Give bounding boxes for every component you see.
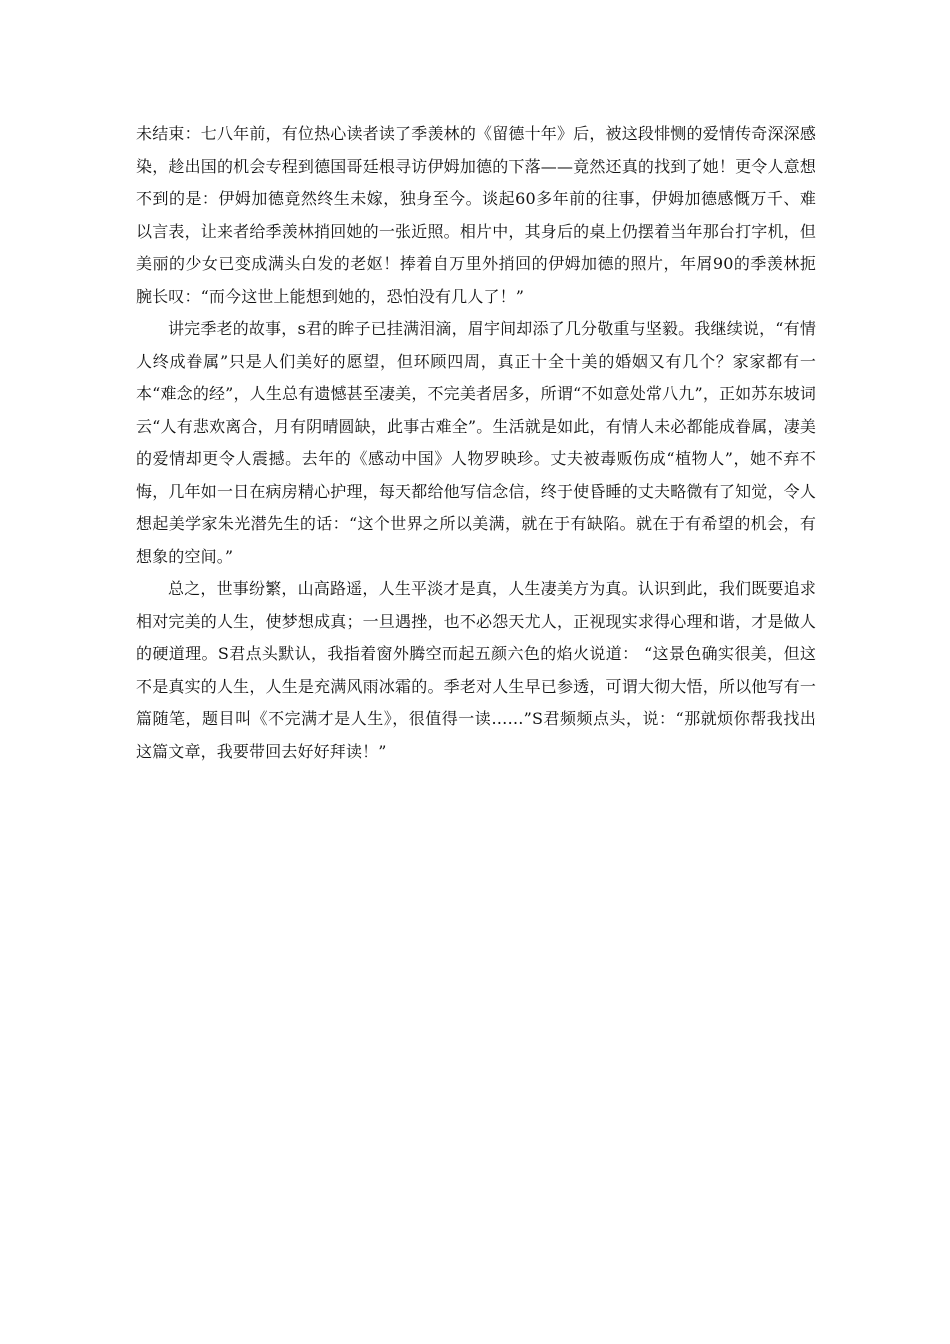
- document-page: [136, 118, 816, 768]
- paragraph-story: 讲完季老的故事，s君的眸子已挂满泪滴，眉宇间却添了几分敬重与坚毅。我继续说，“有情人终成眷属”只是人们美好的愿望，但环顾四周，真正十全十美的婚姻又有几个？家家都有一本“难念的经”，人生总有遗憾甚至凄美，不完美者居多，所谓“不如意处常八九”，正如苏东坡词云“人有悲欢离合，月有阴晴圆缺，此事古难全”。生活就是如此，有情人未必都能成眷属，凄美的爱情却更令人震撼。去年的《感动中国》人物罗映珍。丈夫被毒贩伤成“植物人”，她不弃不悔，几年如一日在病房精心护理，每天都给他写信念信，终于使昏睡的丈夫略微有了知觉，令人想起美学家朱光潜先生的话：“这个世界之所以美满，就在于有缺陷。就在于有希望的机会，有想象的空间。”: [136, 319, 816, 566]
- paragraph-continuation: 未结束：七八年前，有位热心读者读了季羡林的《留德十年》后，被这段悱恻的爱情传奇深深感染，趁出国的机会专程到德国哥廷根寻访伊姆加德的下落——竟然还真的找到了她！更令人意想不到的是：伊姆加德竟然终生未嫁，独身至今。谈起60多年前的往事，伊姆加德感慨万千、难以言表，让来者给季羡林捎回她的一张近照。相片中，其身后的桌上仍摆着当年那台打字机，但美丽的少女已变成满头白发的老妪！捧着自万里外捎回的伊姆加德的照片，年屑90的季羡林扼腕长叹：“而今这世上能想到她的，恐怕没有几人了！”: [136, 124, 816, 306]
- paragraph-conclusion: 总之，世事纷繁，山高路遥，人生平淡才是真，人生凄美方为真。认识到此，我们既要追求相对完美的人生，使梦想成真；一旦遇挫，也不必怨天尤人，正视现实求得心理和谐，才是做人的硬道理。S君点头默认，我指着窗外腾空而起五颜六色的焰火说道： “这景色确实很美，但这不是真实的人生，人生是充满风雨冰霜的。季老对人生早已参透，可谓大彻大悟，所以他写有一篇随笔，题目叫《不完满才是人生》，很值得一读……”S君频频点头，说：“那就烦你帮我找出这篇文章，我要带回去好好拜读！”: [136, 579, 816, 761]
